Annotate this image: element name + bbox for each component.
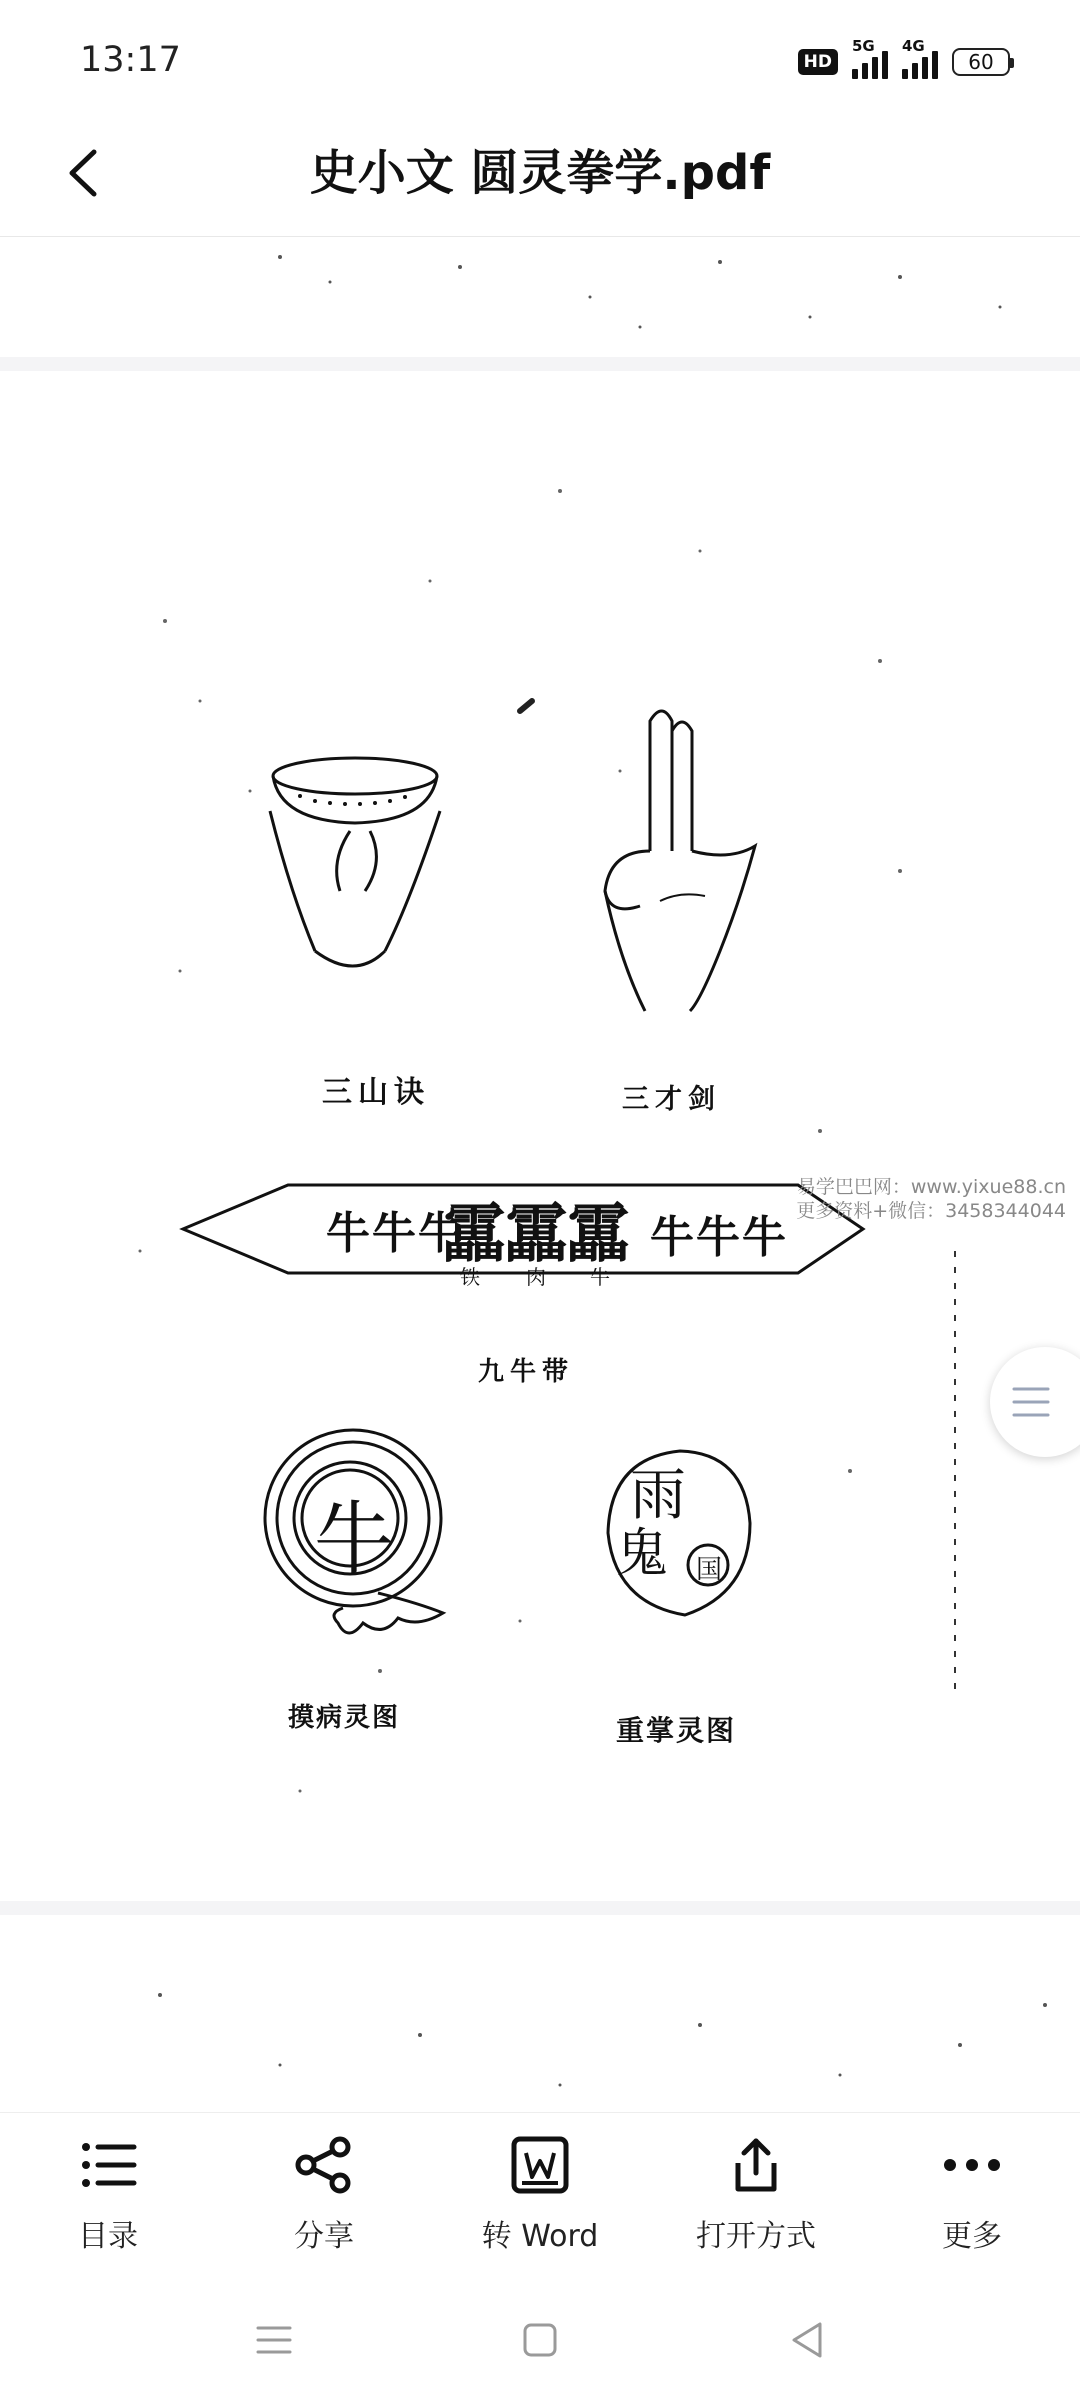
status-time: 13:17	[80, 40, 181, 80]
list-icon	[76, 2133, 140, 2197]
band-text-left: 牛牛牛	[326, 1208, 464, 1259]
band-glyph-1: 靁	[442, 1197, 504, 1272]
toolbar-label: 分享	[294, 2219, 354, 2254]
scroll-handle[interactable]	[990, 1347, 1080, 1457]
toolbar-label: 转 Word	[481, 2219, 599, 2254]
band-small-3: 牛	[590, 1265, 610, 1289]
menu-icon[interactable]	[244, 2310, 304, 2370]
more-icon	[940, 2133, 1004, 2197]
open-with-icon	[724, 2133, 788, 2197]
menu-lines-icon	[990, 1347, 1080, 1457]
network-4g-label: 4G	[902, 37, 925, 55]
signal-4g-icon	[902, 37, 938, 79]
page-speckle	[0, 237, 1080, 357]
home-icon[interactable]	[510, 2310, 570, 2370]
pdf-page-next	[0, 1915, 1080, 2112]
bottom-toolbar	[0, 2112, 1080, 2279]
caption-sanshan: 三山诀	[322, 1075, 430, 1110]
band-small-1: 铁	[460, 1265, 480, 1289]
signal-5g-icon	[852, 37, 888, 79]
band-text-right: 牛牛牛	[650, 1212, 788, 1263]
band-glyph-2: 靁	[504, 1197, 566, 1272]
title-bar	[0, 120, 1080, 236]
toolbar-share-button[interactable]	[216, 2113, 432, 2279]
watermark-line-2: 更多资料+微信：3458344044	[796, 1200, 1066, 1222]
back-triangle-icon[interactable]	[778, 2310, 838, 2370]
document-title: 史小文 圆灵拳学.pdf	[309, 145, 771, 201]
seal-char-niu: 牛	[314, 1493, 394, 1586]
caption-jiuniu: 九牛带	[478, 1357, 575, 1387]
toolbar-label: 目录	[78, 2219, 138, 2254]
hd-badge: HD	[798, 49, 838, 75]
seal-char-left: 鬼	[616, 1524, 669, 1584]
sancai-hand-figure	[590, 701, 770, 1021]
caption-mobing: 摸病灵图	[288, 1703, 401, 1733]
pdf-page-current	[0, 371, 1080, 1901]
page-speckle	[0, 371, 1080, 1901]
seal-char-top: 雨	[630, 1463, 686, 1528]
seal-char-inner: 国	[696, 1555, 723, 1585]
status-icons	[798, 37, 1010, 80]
pdf-viewer[interactable]	[0, 237, 1080, 2112]
toolbar-label: 更多	[942, 2219, 1002, 2254]
share-icon	[292, 2133, 356, 2197]
toolbar-catalog-button[interactable]	[0, 2113, 216, 2279]
toolbar-more-button[interactable]	[864, 2113, 1080, 2279]
page-speckle	[0, 1915, 1080, 2112]
toolbar-open-with-button[interactable]	[648, 2113, 864, 2279]
network-5g-label: 5G	[852, 37, 875, 55]
toolbar-convert-word-button[interactable]	[432, 2113, 648, 2279]
system-nav-bar	[0, 2278, 1080, 2400]
band-glyph-3: 靁	[566, 1197, 628, 1272]
band-small-2: 肉	[526, 1265, 546, 1289]
caption-sancai: 三才剑	[622, 1084, 721, 1115]
pdf-page-previous	[0, 237, 1080, 357]
watermark	[796, 1175, 1066, 1223]
status-bar	[0, 0, 1080, 120]
battery-level: 60	[968, 50, 994, 74]
battery-icon	[952, 48, 1010, 76]
toolbar-label: 打开方式	[696, 2219, 816, 2254]
word-convert-icon	[508, 2133, 572, 2197]
sanshan-hand-figure	[260, 751, 460, 1011]
watermark-line-1: 易学巴巴网：www.yixue88.cn	[796, 1176, 1066, 1198]
caption-zhongzhang: 重掌灵图	[616, 1714, 737, 1747]
